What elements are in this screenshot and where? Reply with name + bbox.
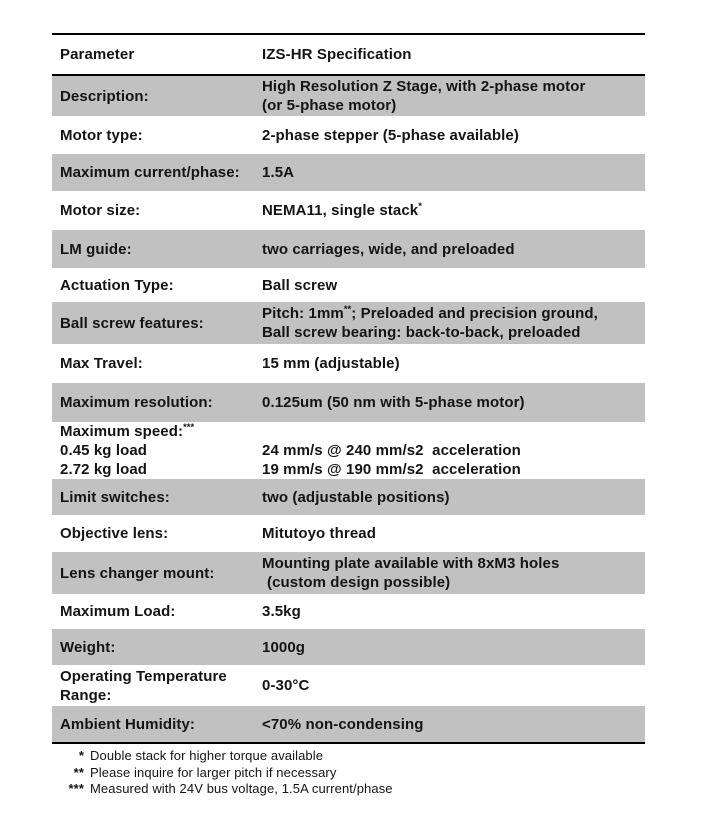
footnote-ref: * [418, 201, 422, 212]
spec-row-lens-changer-mount [52, 552, 645, 594]
param-cell [52, 240, 262, 259]
spec-row-ambient-humidity [52, 706, 645, 742]
table-header-row [52, 35, 645, 76]
value-cell [262, 201, 645, 220]
param-label: Lens changer mount: [60, 564, 215, 582]
param-label: Maximum current/phase: [60, 164, 240, 181]
spec-row-maximum-load [52, 594, 645, 629]
value-cell [262, 676, 645, 695]
value-spacer [262, 422, 637, 441]
spec-row-operating-temperature [52, 665, 645, 706]
param-label: Motor type: [60, 126, 143, 144]
value-text: NEMA11, single stack [262, 202, 419, 219]
footnote-double-asterisk [52, 765, 393, 782]
param-cell [52, 201, 262, 220]
value-line [262, 201, 637, 220]
param-label: Maximum resolution: [60, 394, 213, 411]
spec-row-ball-screw-features [52, 302, 645, 344]
value-cell [262, 393, 645, 412]
value-text: 1000g [262, 638, 306, 656]
param-label: Objective lens: [60, 525, 169, 542]
value-cell [262, 354, 645, 373]
footnote-single-asterisk [52, 748, 393, 765]
value-text: 2-phase stepper (5-phase available) [262, 126, 519, 144]
param-label: Weight: [60, 638, 116, 656]
param-cell [52, 564, 262, 583]
spec-row-motor-type [52, 116, 645, 154]
footnote-ref: *** [183, 422, 195, 433]
header-param-cell [52, 45, 262, 64]
value-text: 3.5kg [262, 603, 301, 620]
param-label: Description: [60, 87, 149, 105]
spec-row-maximum-current [52, 154, 645, 191]
param-cell [52, 393, 262, 412]
value-text: <70% non-condensing [262, 715, 424, 733]
footnote-ref: ** [343, 304, 352, 315]
param-cell [52, 715, 262, 734]
param-cell [52, 314, 262, 333]
param-label: Motor size: [60, 202, 141, 219]
param-cell [52, 602, 262, 621]
footnote-text: Measured with 24V bus voltage, 1.5A current/phase [90, 781, 393, 796]
value-cell [262, 276, 645, 295]
footnote-text: Double stack for higher torque available [90, 748, 324, 763]
value-line [262, 304, 637, 323]
value-cell [262, 240, 645, 259]
value-text: two carriages, wide, and preloaded [262, 240, 515, 258]
footnote-marker: *** [68, 781, 84, 796]
spec-row-motor-size [52, 191, 645, 230]
load-label: 0.45 kg load [60, 442, 148, 459]
spec-row-max-travel [52, 344, 645, 383]
value-text: 0-30°C [262, 677, 310, 694]
value-cell [262, 163, 645, 182]
param-cell [52, 638, 262, 657]
value-cell [262, 422, 645, 479]
param-cell [52, 126, 262, 145]
value-text: Mitutoyo thread [262, 525, 376, 542]
value-cell [262, 524, 645, 543]
footnote-marker: ** [73, 764, 84, 780]
value-cell [262, 638, 645, 657]
value-text: 1.5A [262, 164, 295, 181]
value-cell [262, 304, 645, 342]
value-text: Ball screw bearing: back-to-back, preloaded [262, 324, 581, 341]
value-cell [262, 715, 645, 734]
param-label: Actuation Type: [60, 276, 174, 294]
spec-table [52, 33, 645, 744]
spec-row-actuation-type [52, 268, 645, 302]
param-label: Max Travel: [60, 355, 143, 372]
param-label: LM guide: [60, 240, 132, 258]
param-label: Limit switches: [60, 488, 170, 506]
footnote-text: Please inquire for larger pitch if necessary [90, 764, 337, 780]
param-label: Ambient Humidity: [60, 715, 196, 733]
param-cell [52, 163, 262, 182]
value-cell [262, 488, 645, 507]
header-param-label: Parameter [60, 46, 135, 63]
value-text: (custom design possible) [267, 574, 451, 591]
param-cell [52, 524, 262, 543]
value-cell [262, 554, 645, 592]
param-cell [52, 276, 262, 295]
param-cell [52, 488, 262, 507]
value-text: 15 mm (adjustable) [262, 355, 400, 372]
load-label: 2.72 kg load [60, 461, 148, 478]
spec-row-weight [52, 629, 645, 665]
value-text: Mounting plate available with 8xM3 holes [262, 555, 560, 572]
value-text: 0.125um (50 nm with 5-phase motor) [262, 394, 525, 411]
value-text: Ball screw [262, 276, 338, 294]
footnote-triple-asterisk [52, 781, 393, 798]
header-value-label: IZS-HR Specification [262, 46, 412, 63]
param-label: Ball screw features: [60, 314, 204, 332]
value-text: two (adjustable positions) [262, 488, 450, 506]
param-cell [52, 422, 262, 479]
spec-row-objective-lens [52, 515, 645, 552]
spec-row-description [52, 76, 645, 116]
param-label: Operating Temperature Range: [60, 667, 227, 704]
value-text: High Resolution Z Stage, with 2-phase motor [262, 78, 586, 95]
value-text: Pitch: 1mm [262, 305, 344, 322]
header-value-cell [262, 45, 645, 64]
value-text: ; Preloaded and precision ground, [351, 305, 598, 322]
param-cell [52, 667, 262, 705]
param-cell [52, 354, 262, 373]
param-label: Maximum speed: [60, 423, 184, 440]
value-cell [262, 602, 645, 621]
value-text: (or 5-phase motor) [262, 97, 397, 114]
footnotes [52, 748, 393, 798]
spec-row-maximum-speed [52, 422, 645, 479]
param-cell [52, 87, 262, 106]
spec-row-limit-switches [52, 479, 645, 515]
param-label: Maximum Load: [60, 603, 176, 620]
spec-row-lm-guide [52, 230, 645, 268]
value-cell [262, 77, 645, 115]
footnote-marker: * [78, 748, 84, 763]
value-cell [262, 126, 645, 145]
param-line [60, 422, 262, 441]
value-text: 19 mm/s @ 190 mm/s2 acceleration [262, 461, 521, 478]
spec-row-maximum-resolution [52, 383, 645, 422]
value-text: 24 mm/s @ 240 mm/s2 acceleration [262, 442, 521, 459]
